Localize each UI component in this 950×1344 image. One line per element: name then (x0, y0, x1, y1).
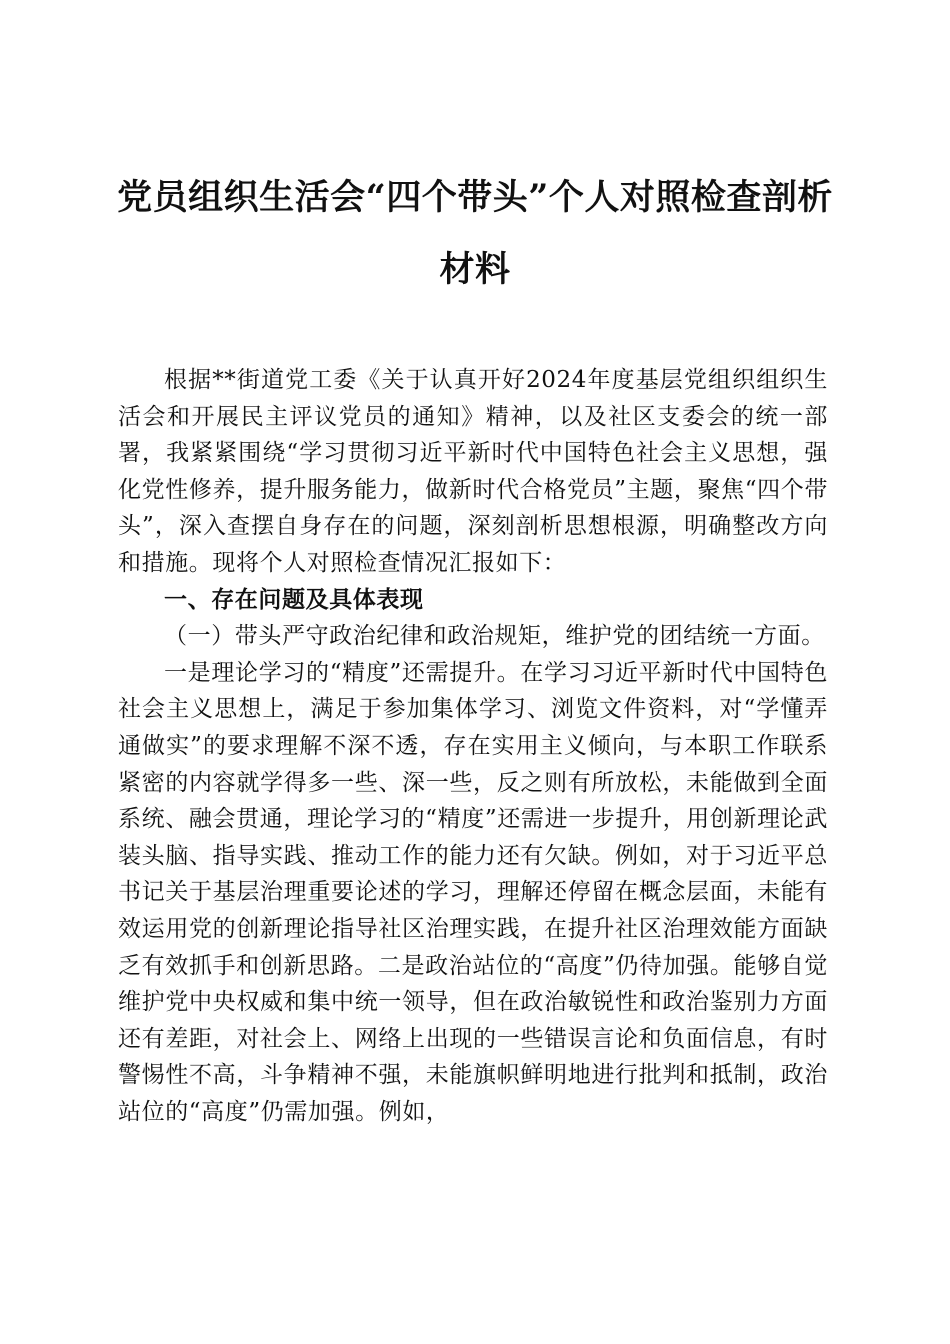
document-body (118, 362, 828, 1130)
section-heading-problems: 一、存在问题及具体表现 (164, 586, 424, 613)
body-paragraph: 一是理论学习的“精度”还需提升。在学习习近平新时代中国特色社会主义思想上，满足于参加集体学习、浏览文件资料，对“学懂弄通做实”的要求理解不深不透，存在实用主义倾向，与本职工作联系紧密的内容就学得多一些、深一些，反之则有所放松，未能做到全面系统、融会贯通，理论学习的“精度”还需进一步提升，用创新理论武装头脑、指导实践、推动工作的能力还有欠缺。例如，对于习近平总书记关于基层治理重要论述的学习，理解还停留在概念层面，未能有效运用党的创新理论指导社区治理实践，在提升社区治理效能方面缺乏有效抓手和创新思路。二是政治站位的“高度”仍待加强。能够自觉维护党中央权威和集中统一领导，但在政治敏锐性和政治鉴别力方面还有差距，对社会上、网络上出现的一些错误言论和负面信息，有时警惕性不高，斗争精神不强，未能旗帜鲜明地进行批判和抵制，政治站位的“高度”仍需加强。例如， (118, 659, 828, 1125)
subsection-heading-political-discipline: （一）带头严守政治纪律和政治规矩，维护党的团结统一方面。 (164, 623, 825, 650)
intro-paragraph: 根据**街道党工委《关于认真开好2024年度基层党组织组织生活会和开展民主评议党员的通知》精神，以及社区支委会的统一部署，我紧紧围绕“学习贯彻习近平新时代中国特色社会主义思想，强化党性修养，提升服务能力，做新时代合格党员”主题，聚焦“四个带头”，深入查摆自身存在的问题，深刻剖析思想根源，明确整改方向和措施。现将个人对照检查情况汇报如下： (118, 367, 828, 576)
document-title: 党员组织生活会“四个带头”个人对照检查剖析材料 (117, 177, 833, 290)
